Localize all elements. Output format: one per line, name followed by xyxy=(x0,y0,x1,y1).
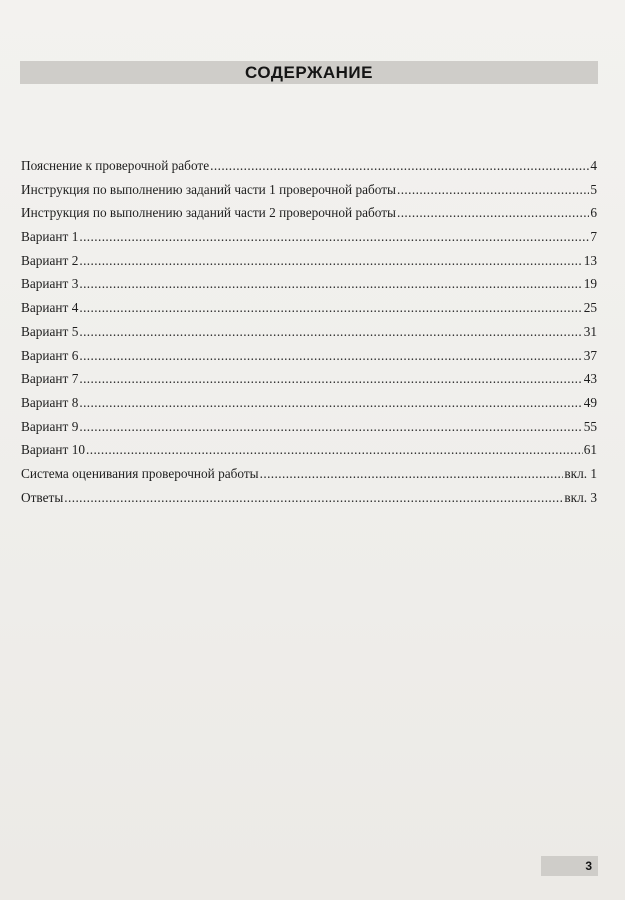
toc-entry xyxy=(21,320,597,344)
toc-entry-label: Вариант 2 xyxy=(21,252,79,268)
toc-entry-label: Вариант 8 xyxy=(21,394,79,410)
toc-dot-leader xyxy=(79,367,582,391)
table-of-contents xyxy=(21,154,597,509)
page-number: 3 xyxy=(585,859,592,873)
toc-entry-page: 49 xyxy=(583,394,597,410)
page-number-box xyxy=(541,856,598,876)
toc-dot-leader xyxy=(79,225,589,249)
toc-entry xyxy=(21,154,597,178)
toc-entry-label: Вариант 10 xyxy=(21,442,85,458)
toc-entry-page: 6 xyxy=(590,205,597,221)
toc-entry-label: Вариант 9 xyxy=(21,418,79,434)
toc-entry-label: Вариант 3 xyxy=(21,276,79,292)
page-title: СОДЕРЖАНИЕ xyxy=(245,62,373,82)
toc-dot-leader xyxy=(79,296,582,320)
toc-entry-page: вкл. 1 xyxy=(564,465,597,481)
heading-bar xyxy=(20,61,598,84)
toc-entry xyxy=(21,438,597,462)
toc-entry-page: 19 xyxy=(583,276,597,292)
toc-entry xyxy=(21,296,597,320)
toc-entry-label: Вариант 4 xyxy=(21,300,79,316)
toc-dot-leader xyxy=(397,178,589,202)
toc-entry-label: Система оценивания проверочной работы xyxy=(21,465,259,481)
toc-entry-page: 43 xyxy=(583,371,597,387)
toc-entry-page: 25 xyxy=(583,300,597,316)
toc-entry xyxy=(21,486,597,510)
toc-entry-page: 7 xyxy=(590,229,597,245)
toc-entry xyxy=(21,367,597,391)
toc-dot-leader xyxy=(79,249,582,273)
toc-dot-leader xyxy=(64,486,563,510)
toc-entry xyxy=(21,178,597,202)
toc-entry-label: Вариант 6 xyxy=(21,347,79,363)
toc-dot-leader xyxy=(260,462,564,486)
toc-dot-leader xyxy=(79,344,582,368)
toc-entry xyxy=(21,201,597,225)
toc-entry-label: Инструкция по выполнению заданий части 1 проверочной работы xyxy=(21,181,396,197)
toc-entry-page: 31 xyxy=(583,323,597,339)
toc-entry-page: вкл. 3 xyxy=(564,489,597,505)
toc-entry-label: Инструкция по выполнению заданий части 2 проверочной работы xyxy=(21,205,396,221)
toc-dot-leader xyxy=(79,391,582,415)
toc-entry-label: Вариант 5 xyxy=(21,323,79,339)
toc-dot-leader xyxy=(86,438,583,462)
toc-dot-leader xyxy=(79,272,582,296)
toc-dot-leader xyxy=(210,154,589,178)
toc-dot-leader xyxy=(397,201,589,225)
toc-entry xyxy=(21,415,597,439)
toc-entry-page: 61 xyxy=(583,442,597,458)
toc-entry-page: 37 xyxy=(583,347,597,363)
toc-entry-label: Вариант 7 xyxy=(21,371,79,387)
toc-dot-leader xyxy=(79,415,582,439)
toc-entry-page: 5 xyxy=(590,181,597,197)
toc-entry xyxy=(21,391,597,415)
toc-entry xyxy=(21,225,597,249)
toc-entry xyxy=(21,344,597,368)
toc-entry-label: Вариант 1 xyxy=(21,229,79,245)
toc-entry-page: 4 xyxy=(590,158,597,173)
toc-entry-label: Ответы xyxy=(21,489,64,505)
toc-entry-page: 55 xyxy=(583,418,597,434)
toc-entry xyxy=(21,249,597,273)
toc-dot-leader xyxy=(79,320,582,344)
toc-entry xyxy=(21,272,597,296)
toc-entry-page: 13 xyxy=(583,252,597,268)
toc-entry-label: Пояснение к проверочной работе xyxy=(21,158,210,173)
toc-entry xyxy=(21,462,597,486)
